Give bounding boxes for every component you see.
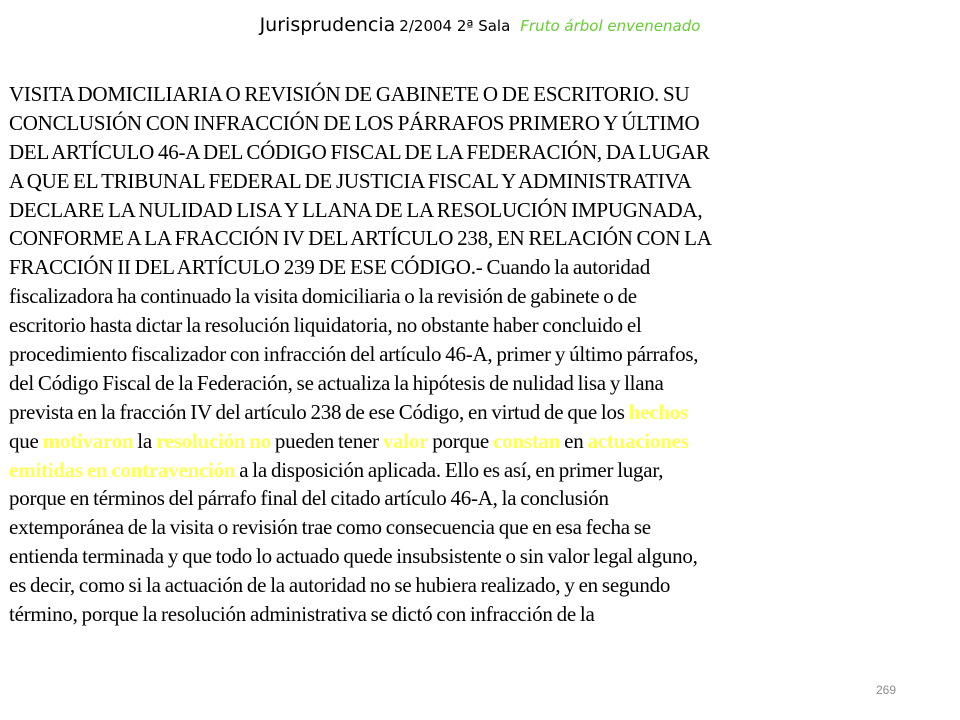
text-line: del Código Fiscal de la Federación, se actualiza la hipótesis de nulidad lisa y llana <box>9 370 664 395</box>
text-line: DEL ARTÍCULO 46-A DEL CÓDIGO FISCAL DE LA FEDERACIÓN, DA LUGAR <box>9 139 710 164</box>
text-line <box>9 398 949 427</box>
text-line: FRACCIÓN II DEL ARTÍCULO 239 DE ESE CÓDIGO.- Cuando la autoridad <box>9 255 650 280</box>
text-line: es decir, como si la actuación de la autoridad no se hubiera realizado, y en segundo <box>9 573 671 598</box>
header-case-number: 2/2004 2ª Sala <box>399 17 511 35</box>
highlighted-word: actuaciones <box>587 428 689 453</box>
highlighted-word: constan <box>493 428 561 453</box>
page-number: 269 <box>876 683 897 697</box>
text-segment: la <box>133 428 156 453</box>
text-line: procedimiento fiscalizador con infracción del artículo 46-A, primer y último párrafos, <box>9 342 699 367</box>
header-subtitle: Fruto árbol envenenado <box>520 17 701 35</box>
highlighted-word: motivaron <box>42 428 134 453</box>
highlighted-word: resolución no <box>155 428 271 453</box>
highlighted-word: valor <box>382 428 429 453</box>
text-line <box>9 456 949 485</box>
header-title: Jurisprudencia <box>259 14 396 36</box>
highlighted-word: emitidas en contravención <box>9 457 236 482</box>
text-line: entienda terminada y que todo lo actuado quede insubsistente o sin valor legal alguno, <box>9 544 698 569</box>
text-segment: a la disposición aplicada. Ello es así, en primer lugar, <box>235 457 664 482</box>
text-segment: prevista en la fracción IV del artículo 238 de ese Código, en virtud de que los <box>9 399 629 424</box>
text-line: escritorio hasta dictar la resolución liquidatoria, no obstante haber concluido el <box>9 313 642 338</box>
text-line: fiscalizadora ha continuado la visita domiciliaria o la revisión de gabinete o de <box>9 284 637 309</box>
text-line: término, porque la resolución administrativa se dictó con infracción de la <box>9 602 595 627</box>
text-line: VISITA DOMICILIARIA O REVISIÓN DE GABINETE O DE ESCRITORIO. SU <box>9 82 690 106</box>
text-line: CONFORME A LA FRACCIÓN IV DEL ARTÍCULO 238, EN RELACIÓN CON LA <box>9 226 712 251</box>
text-line: porque en términos del párrafo final del citado artículo 46-A, la conclusión <box>9 486 609 511</box>
text-line <box>9 427 949 456</box>
text-segment: que <box>9 428 43 453</box>
slide-header <box>0 14 960 36</box>
text-line: DECLARE LA NULIDAD LISA Y LLANA DE LA RESOLUCIÓN IMPUGNADA, <box>9 197 703 222</box>
text-segment: en <box>560 428 588 453</box>
jurisprudence-text <box>9 80 949 629</box>
text-segment: porque <box>428 428 494 453</box>
text-line: CONCLUSIÓN CON INFRACCIÓN DE LOS PÁRRAFOS PRIMERO Y ÚLTIMO <box>9 110 700 135</box>
text-segment: pueden tener <box>270 428 383 453</box>
text-line: extemporánea de la visita o revisión trae como consecuencia que en esa fecha se <box>9 515 651 540</box>
text-line: A QUE EL TRIBUNAL FEDERAL DE JUSTICIA FISCAL Y ADMINISTRATIVA <box>9 168 692 193</box>
highlighted-word: hechos <box>628 399 688 424</box>
